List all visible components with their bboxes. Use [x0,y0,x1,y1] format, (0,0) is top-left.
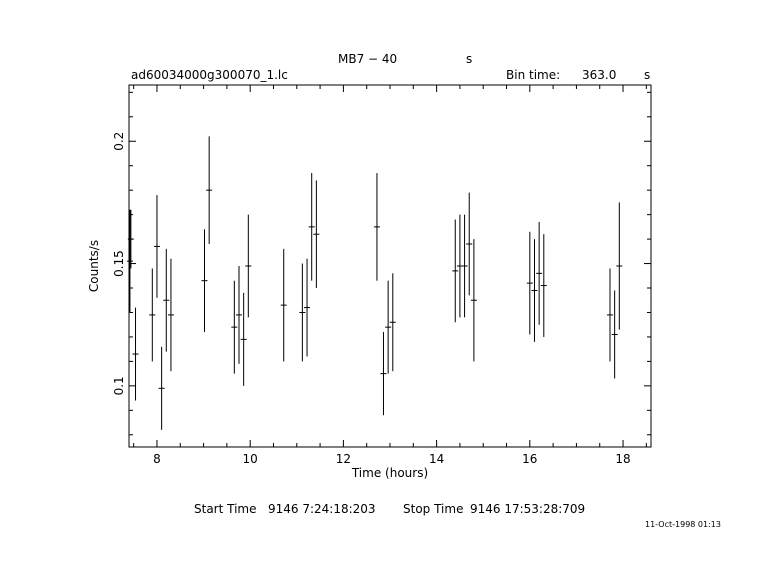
data-point [159,347,165,430]
bin-time-value: 363.0 [582,68,617,82]
data-point [471,239,477,361]
tick-labels [112,132,631,466]
x-tick-label: 16 [522,452,538,466]
bin-time-label: Bin time: [506,68,561,82]
data-point [133,308,139,401]
data-point [536,222,542,325]
object-unit: s [466,52,473,66]
plot-frame [129,85,651,447]
data-point [304,259,310,357]
data-point [541,234,547,337]
data-point [149,268,155,361]
data-point [154,195,160,298]
y-axis-label: Counts/s [87,239,101,293]
x-tick-label: 14 [428,452,445,466]
start-time-label: Start Time [194,502,257,516]
data-point [452,220,458,323]
data-point [127,210,133,313]
data-point [374,173,380,281]
x-tick-label: 18 [615,452,631,466]
data-point [245,215,251,318]
object-name: MB7 − 40 [338,52,398,66]
data-point [206,136,212,244]
date-stamp: 11-Oct-1998 01:13 [645,520,721,529]
data-point [385,281,391,374]
stop-time-value: 9146 17:53:28:709 [470,502,586,516]
x-tick-label: 12 [335,452,352,466]
data-point [607,268,613,361]
data-point [462,215,468,318]
start-time-value: 9146 7:24:18:203 [268,502,376,516]
data-point [309,173,315,281]
bin-time-unit: s [644,68,651,82]
x-axis-label: Time (hours) [351,466,429,480]
y-tick-label: 0.1 [112,376,126,396]
data-point [241,293,247,386]
y-tick-label: 0.2 [112,131,126,151]
data-point [202,229,208,332]
x-tick-label: 10 [242,452,258,466]
data-point [466,193,472,296]
data-point [380,332,386,415]
data-point [612,290,618,378]
data-point [390,273,396,371]
data-point [236,266,242,364]
x-tick-label: 8 [153,452,161,466]
axis-ticks [129,85,651,447]
y-tick-label: 0.15 [112,250,126,277]
data-point [531,239,537,342]
data-point [168,259,174,372]
data-point [616,202,622,329]
data-point [281,249,287,362]
file-name: ad60034000g300070_1.lc [131,68,288,82]
stop-time-label: Stop Time [403,502,464,516]
data-point [313,180,319,288]
data-point [163,249,169,352]
data-point [299,264,305,362]
data-point [231,281,237,374]
data-points [127,136,622,430]
data-point [527,232,533,335]
